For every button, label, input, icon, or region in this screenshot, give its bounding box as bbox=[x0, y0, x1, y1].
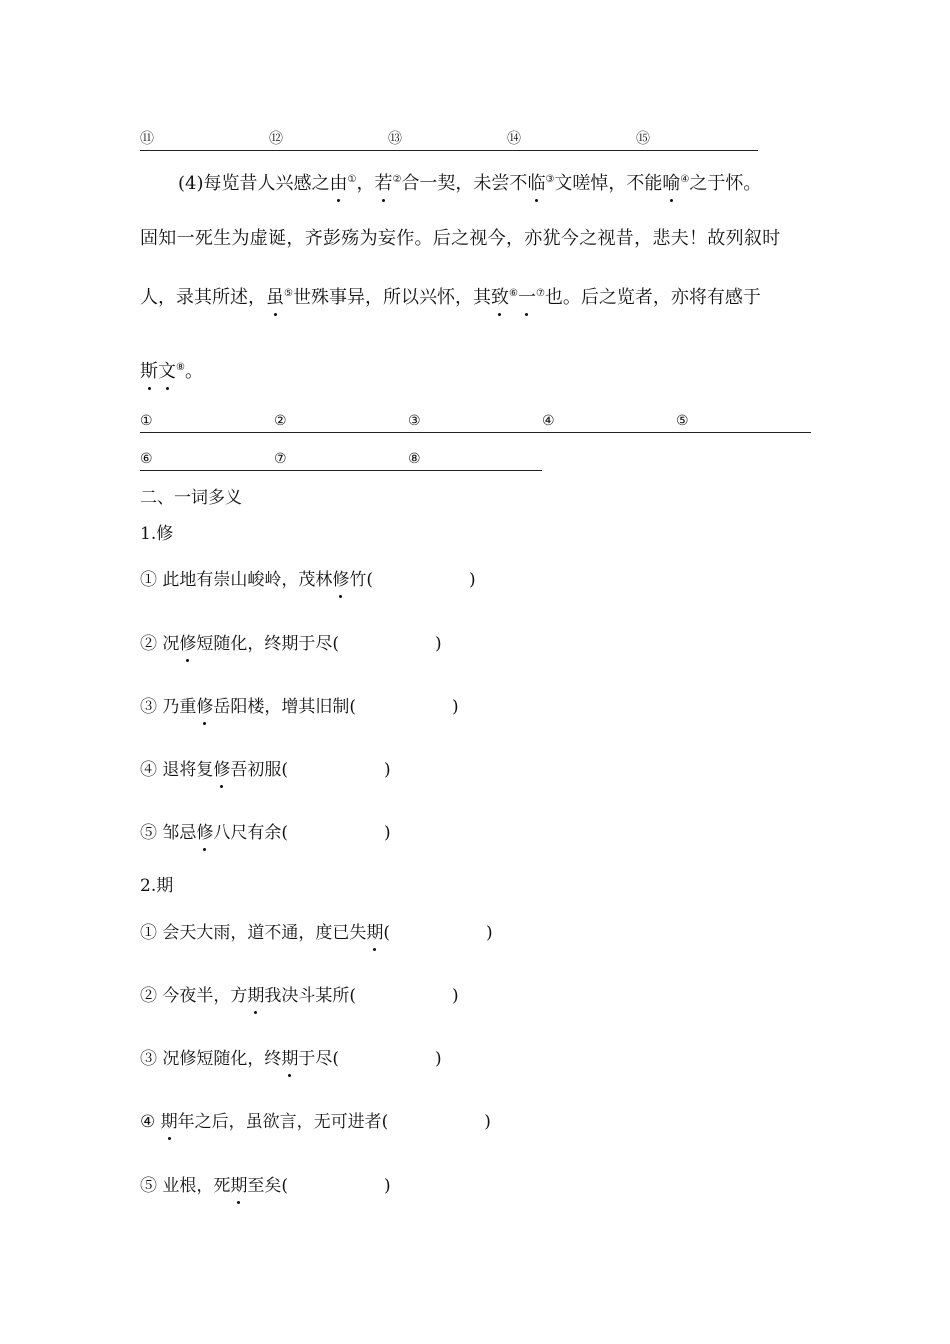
group-2-item-4: ④ 期年之后，虽欲言，无可进者( ) bbox=[140, 1112, 491, 1132]
passage-line-4: 斯文⑧。 bbox=[140, 361, 203, 382]
answer-blank-4[interactable]: ④ bbox=[542, 410, 676, 433]
group-1-item-3: ③ 乃重修岳阳楼，增其旧制( ) bbox=[140, 697, 459, 717]
group-2-item-1: ① 会天大雨，道不通，度已失期( ) bbox=[140, 923, 493, 943]
answer-blank-row-6-8 bbox=[140, 448, 542, 471]
answer-blank-row-11-15 bbox=[140, 128, 758, 151]
section-title: 二、一词多义 bbox=[140, 488, 242, 508]
group-2-item-5: ⑤ 业根，死期至矣( ) bbox=[140, 1176, 391, 1196]
group-1-item-2: ② 况修短随化，终期于尽( ) bbox=[140, 634, 442, 654]
answer-blank-8[interactable]: ⑧ bbox=[408, 448, 542, 471]
answer-blank-3[interactable]: ③ bbox=[408, 410, 542, 433]
group-2-item-3: ③ 况修短随化，终期于尽( ) bbox=[140, 1049, 442, 1069]
answer-blank-5[interactable]: ⑤ bbox=[676, 410, 811, 433]
answer-blank-7[interactable]: ⑦ bbox=[274, 448, 408, 471]
passage-line-1: (4)每览昔人兴感之由①，若②合一契，未尝不临③文嗟悼，不能喻④之于怀。 bbox=[178, 173, 762, 194]
answer-blank-14[interactable]: ⑭ bbox=[507, 128, 636, 151]
group-1-item-5: ⑤ 邹忌修八尺有余( ) bbox=[140, 823, 391, 843]
answer-blank-11[interactable]: ⑪ bbox=[140, 128, 269, 151]
group-2-item-2: ② 今夜半，方期我决斗某所( ) bbox=[140, 986, 459, 1006]
group-1-title: 1.修 bbox=[140, 524, 174, 544]
group-1-item-1: ① 此地有崇山峻岭，茂林修竹( ) bbox=[140, 570, 476, 590]
group-1-item-4: ④ 退将复修吾初服( ) bbox=[140, 760, 391, 780]
answer-blank-13[interactable]: ⑬ bbox=[388, 128, 507, 151]
answer-blank-15[interactable]: ⑮ bbox=[636, 128, 758, 151]
passage-line-2: 固知一死生为虚诞，齐彭殇为妄作。后之视今，亦犹今之视昔，悲夫！故列叙时 bbox=[140, 228, 781, 249]
answer-blank-row-1-5 bbox=[140, 410, 811, 433]
answer-blank-6[interactable]: ⑥ bbox=[140, 448, 274, 471]
group-2-title: 2.期 bbox=[140, 876, 174, 896]
answer-blank-12[interactable]: ⑫ bbox=[269, 128, 388, 151]
answer-blank-2[interactable]: ② bbox=[274, 410, 408, 433]
answer-blank-1[interactable]: ① bbox=[140, 410, 274, 433]
passage-line-3: 人，录其所述，虽⑤世殊事异，所以兴怀，其致⑥一⑦也。后之览者，亦将有感于 bbox=[140, 287, 761, 308]
